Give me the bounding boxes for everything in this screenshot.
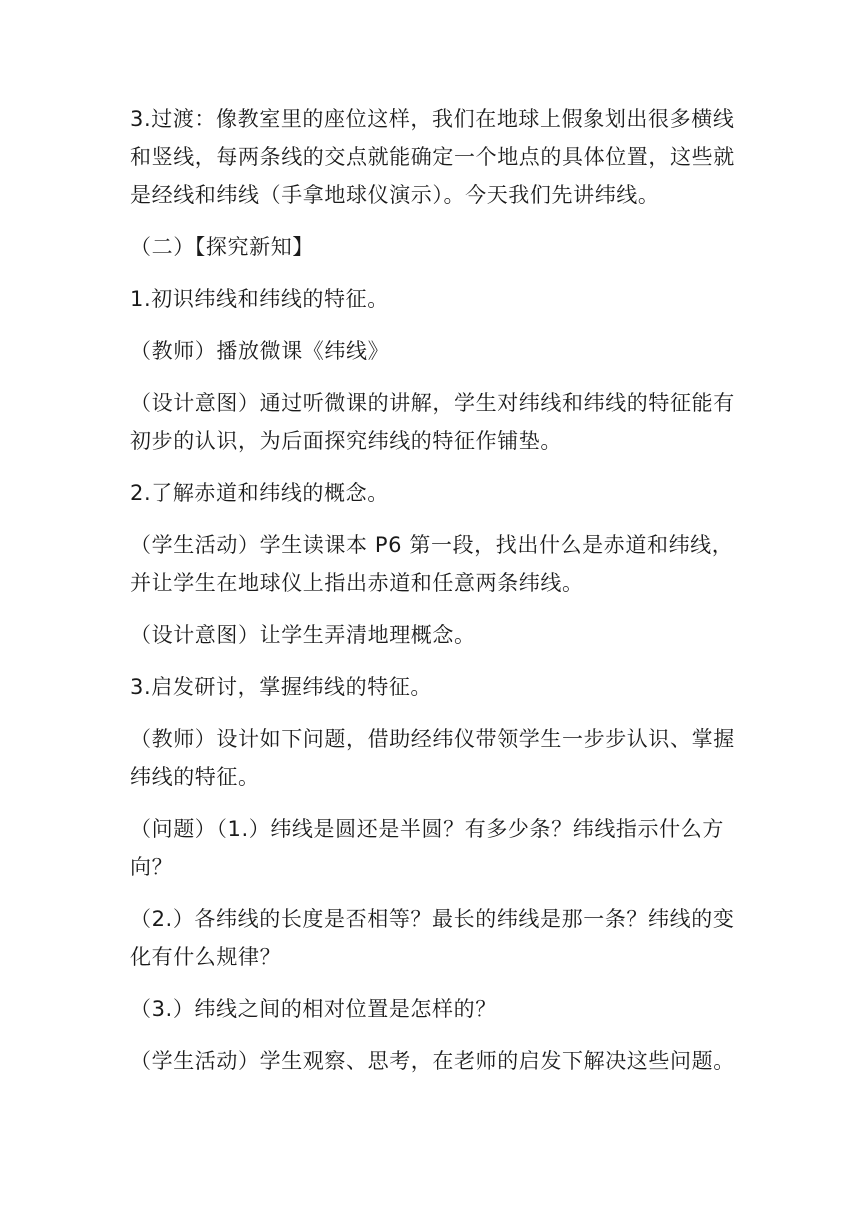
paragraph-teacher-video: （教师）播放微课《纬线》: [130, 339, 390, 363]
paragraph-design-intent-1: （设计意图）通过听微课的讲解，学生对纬线和纬线的特征能有初步的认识，为后面探究纬线的特征作铺垫。: [130, 391, 735, 453]
paragraph-question-2: （2.）各纬线的长度是否相等？最长的纬线是那一条？纬线的变化有什么规律？: [130, 907, 735, 969]
step-heading-2: 2.了解赤道和纬线的概念。: [130, 481, 389, 505]
paragraph-question-1: （问题）（1.）纬线是圆还是半圆？有多少条？纬线指示什么方向？: [130, 817, 724, 879]
paragraph-question-3: （3.）纬线之间的相对位置是怎样的？: [130, 997, 497, 1021]
paragraph-transition: 3.过渡：像教室里的座位这样，我们在地球上假象划出很多横线和竖线，每两条线的交点就能确定一个地点的具体位置，这些就是经线和纬线（手拿地球仪演示）。今天我们先讲纬线。: [130, 107, 735, 207]
step-heading-1: 1.初识纬线和纬线的特征。: [130, 287, 389, 311]
paragraph-teacher-questions: （教师）设计如下问题，借助经纬仪带领学生一步步认识、掌握纬线的特征。: [130, 727, 735, 789]
step-heading-3: 3.启发研讨，掌握纬线的特征。: [130, 675, 433, 699]
section-heading-explore: （二）【探究新知】: [130, 235, 314, 259]
paragraph-design-intent-2: （设计意图）让学生弄清地理概念。: [130, 623, 476, 647]
paragraph-student-activity-2: （学生活动）学生观察、思考，在老师的启发下解决这些问题。: [130, 1049, 735, 1073]
document-page: [130, 100, 740, 1094]
paragraph-student-activity-1: （学生活动）学生读课本 P6 第一段，找出什么是赤道和纬线，并让学生在地球仪上指出赤道和任意两条纬线。: [130, 533, 734, 595]
